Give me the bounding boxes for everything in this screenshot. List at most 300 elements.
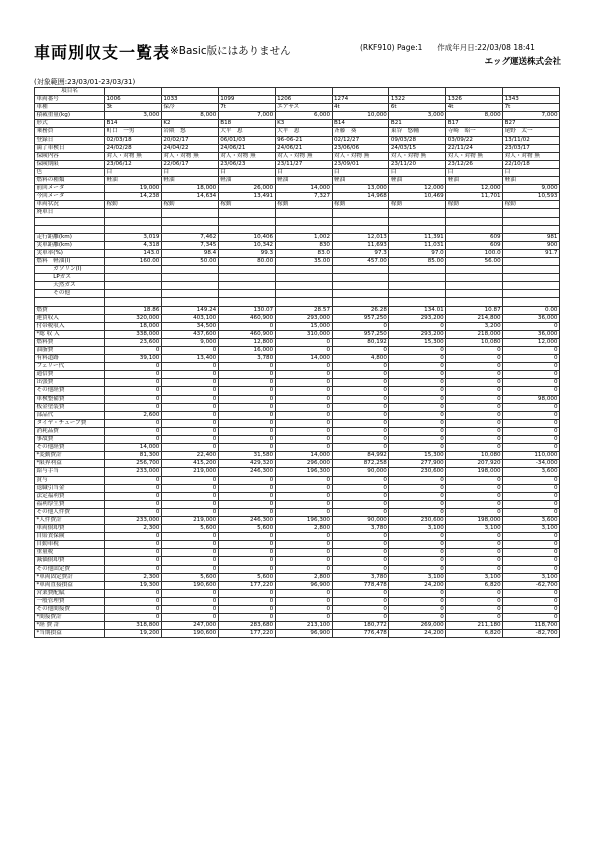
row-label: 天然ガス: [35, 282, 105, 290]
table-cell: 0: [446, 363, 503, 371]
table-cell: 23/06/23: [218, 160, 275, 168]
table-cell: 0: [105, 549, 162, 557]
table-cell: 24/06/21: [275, 144, 332, 152]
table-cell: 0: [161, 347, 218, 355]
table-cell: [503, 290, 560, 298]
table-cell: 寺崎 昭一: [446, 128, 503, 136]
row-label: 登録日: [35, 136, 105, 144]
table-cell: 0: [161, 363, 218, 371]
table-cell: 39,100: [105, 355, 162, 363]
table-body: [35, 88, 560, 638]
table-cell: 町口 一男: [105, 128, 162, 136]
table-row: [35, 622, 560, 630]
table-cell: K3: [275, 120, 332, 128]
table-cell: 0: [161, 614, 218, 622]
table-cell: 稼動: [161, 201, 218, 209]
table-cell: 3,780: [332, 525, 389, 533]
table-cell: 3,100: [503, 573, 560, 581]
table-cell: 斉藤 葵: [332, 128, 389, 136]
table-cell: 177,220: [218, 581, 275, 589]
table-cell: 23/12/26: [446, 160, 503, 168]
table-cell: [332, 217, 389, 225]
table-cell: 0: [161, 419, 218, 427]
table-cell: 13/11/02: [503, 136, 560, 144]
table-cell: 31,580: [218, 452, 275, 460]
row-label: 前回メータ: [35, 185, 105, 193]
table-cell: 0: [275, 565, 332, 573]
table-cell: 白: [275, 168, 332, 176]
table-cell: 0: [389, 427, 446, 435]
table-cell: 0: [446, 403, 503, 411]
table-cell: 0: [389, 549, 446, 557]
table-cell: 0: [275, 606, 332, 614]
table-cell: 0: [446, 606, 503, 614]
table-row: [35, 225, 560, 233]
table-cell: 0: [161, 565, 218, 573]
table-cell: 1006: [105, 96, 162, 104]
table-cell: 7,462: [161, 233, 218, 241]
table-cell: 24/03/15: [389, 144, 446, 152]
table-cell: 0: [218, 427, 275, 435]
table-cell: 0: [446, 565, 503, 573]
row-label: 自動車税: [35, 541, 105, 549]
table-cell: 0: [389, 436, 446, 444]
table-cell: 12,800: [218, 338, 275, 346]
row-label: *総 収 入: [35, 330, 105, 338]
row-label: その他経費: [35, 387, 105, 395]
table-cell: 3,100: [503, 525, 560, 533]
table-cell: 130.07: [218, 306, 275, 314]
table-cell: 尾野 太一: [503, 128, 560, 136]
table-cell: 0: [105, 597, 162, 605]
row-label: 車検整備費: [35, 395, 105, 403]
table-cell: 7,000: [503, 112, 560, 120]
table-cell: 3,780: [218, 355, 275, 363]
table-cell: 0: [161, 541, 218, 549]
table-cell: 0: [332, 606, 389, 614]
table-cell: 14,238: [105, 193, 162, 201]
table-cell: [161, 209, 218, 217]
table-cell: 0: [161, 444, 218, 452]
table-cell: 18.86: [105, 306, 162, 314]
table-cell: 0: [389, 557, 446, 565]
table-cell: 2,600: [105, 411, 162, 419]
table-cell: 6t: [389, 104, 446, 112]
table-cell: 2,800: [275, 525, 332, 533]
table-cell: 23,600: [105, 338, 162, 346]
table-row: [35, 185, 560, 193]
row-label: 油脂費: [35, 347, 105, 355]
table-cell: [389, 298, 446, 306]
table-cell: 0: [161, 371, 218, 379]
row-label: 車両番号: [35, 96, 105, 104]
table-cell: 149.24: [161, 306, 218, 314]
table-cell: 0: [161, 533, 218, 541]
table-cell: 11,693: [332, 241, 389, 249]
table-cell: 0: [218, 403, 275, 411]
table-cell: [105, 266, 162, 274]
table-cell: 03/09/22: [446, 136, 503, 144]
row-label: 満了車検日: [35, 144, 105, 152]
table-cell: 196,300: [275, 468, 332, 476]
table-row: [35, 266, 560, 274]
table-cell: 0: [275, 379, 332, 387]
table-cell: [446, 266, 503, 274]
table-cell: 0: [275, 557, 332, 565]
table-cell: [218, 209, 275, 217]
table-cell: 0: [503, 444, 560, 452]
table-row: [35, 177, 560, 185]
table-cell: 0: [218, 565, 275, 573]
table-cell: [161, 266, 218, 274]
table-cell: 256,700: [105, 460, 162, 468]
table-row: [35, 589, 560, 597]
table-cell: 3,100: [389, 573, 446, 581]
table-cell: [105, 282, 162, 290]
table-cell: 830: [275, 241, 332, 249]
table-cell: 0: [105, 500, 162, 508]
table-cell: 277,900: [389, 460, 446, 468]
row-label: *変動費計: [35, 452, 105, 460]
table-cell: 24,200: [389, 581, 446, 589]
table-cell: 15,300: [389, 452, 446, 460]
row-label: 事故費: [35, 436, 105, 444]
table-cell: 軽油: [389, 177, 446, 185]
table-cell: [105, 209, 162, 217]
table-cell: 0: [105, 492, 162, 500]
table-cell: 0: [446, 379, 503, 387]
row-label: 保険内容: [35, 152, 105, 160]
table-cell: 981: [503, 233, 560, 241]
table-row: [35, 468, 560, 476]
table-cell: 0: [446, 589, 503, 597]
table-cell: 198,000: [446, 516, 503, 524]
table-cell: 0: [105, 379, 162, 387]
table-cell: 0: [446, 484, 503, 492]
table-cell: 0: [503, 492, 560, 500]
table-cell: 233,000: [105, 516, 162, 524]
table-cell: 81,300: [105, 452, 162, 460]
table-cell: [389, 290, 446, 298]
table-cell: 白: [161, 168, 218, 176]
table-cell: 0: [218, 549, 275, 557]
table-cell: 0: [332, 444, 389, 452]
table-cell: 0: [161, 597, 218, 605]
table-cell: 457.00: [332, 257, 389, 265]
table-cell: 軽油: [332, 177, 389, 185]
table-cell: 0: [332, 533, 389, 541]
report-id: (RKF910) Page:1: [360, 43, 423, 52]
company-name: エッグ運送株式会社: [484, 57, 561, 67]
row-label: 実車距離(km): [35, 241, 105, 249]
header-cell: [218, 88, 275, 96]
table-cell: 0: [389, 541, 446, 549]
table-cell: 872,258: [332, 460, 389, 468]
table-cell: 0: [105, 395, 162, 403]
table-cell: 0: [503, 508, 560, 516]
table-cell: 0: [503, 427, 560, 435]
table-cell: 3,200: [446, 322, 503, 330]
table-cell: 0: [105, 557, 162, 565]
table-cell: [275, 225, 332, 233]
table-cell: 19,200: [105, 630, 162, 638]
table-cell: 177,220: [218, 630, 275, 638]
table-cell: 13,000: [332, 185, 389, 193]
row-label: 燃料の種類: [35, 177, 105, 185]
table-cell: 大平 恵: [218, 128, 275, 136]
table-cell: 白: [105, 168, 162, 176]
table-cell: 0: [446, 444, 503, 452]
table-cell: 0: [275, 419, 332, 427]
table-cell: [332, 282, 389, 290]
row-label: 付帯税収入: [35, 322, 105, 330]
table-cell: 196,300: [275, 516, 332, 524]
table-cell: 320,000: [105, 314, 162, 322]
table-cell: 0: [503, 565, 560, 573]
table-cell: [503, 298, 560, 306]
row-label: 退職引当金: [35, 484, 105, 492]
table-cell: [275, 298, 332, 306]
table-cell: 0: [218, 484, 275, 492]
table-cell: 8,000: [446, 112, 503, 120]
table-cell: 0: [503, 379, 560, 387]
row-label: *当期損益: [35, 630, 105, 638]
table-cell: 0: [332, 322, 389, 330]
table-cell: 460,900: [218, 330, 275, 338]
table-cell: 0: [389, 387, 446, 395]
table-cell: 12,000: [446, 185, 503, 193]
table-row: [35, 597, 560, 605]
table-row: [35, 128, 560, 136]
table-cell: [161, 225, 218, 233]
table-cell: 0: [389, 614, 446, 622]
table-cell: 0: [332, 379, 389, 387]
table-cell: 0: [105, 565, 162, 573]
table-row: [35, 96, 560, 104]
table-cell: 対人・対物 無: [389, 152, 446, 160]
table-cell: 218,000: [446, 330, 503, 338]
table-cell: 0: [218, 387, 275, 395]
table-cell: 0: [161, 395, 218, 403]
table-cell: 0: [332, 492, 389, 500]
table-cell: 0: [503, 557, 560, 565]
table-cell: 0: [503, 347, 560, 355]
table-cell: 134.01: [389, 306, 446, 314]
table-row: [35, 104, 560, 112]
table-cell: 10,593: [503, 193, 560, 201]
table-cell: 0: [218, 606, 275, 614]
table-cell: 4,318: [105, 241, 162, 249]
row-label: 減価償却費: [35, 557, 105, 565]
table-cell: 0: [218, 508, 275, 516]
row-label: 法定福利費: [35, 492, 105, 500]
table-cell: [218, 225, 275, 233]
row-label: *間接費計: [35, 614, 105, 622]
table-cell: 5,600: [218, 573, 275, 581]
table-cell: 0: [389, 379, 446, 387]
table-cell: 6,000: [275, 112, 332, 120]
table-cell: 0: [503, 597, 560, 605]
table-cell: 0: [161, 557, 218, 565]
row-label: その他経費: [35, 444, 105, 452]
table-cell: 1033: [161, 96, 218, 104]
table-cell: 20/02/17: [161, 136, 218, 144]
table-cell: K2: [161, 120, 218, 128]
table-cell: 0: [389, 533, 446, 541]
table-cell: 5,600: [161, 573, 218, 581]
table-row: [35, 541, 560, 549]
table-cell: 0: [503, 606, 560, 614]
table-cell: 100.0: [446, 249, 503, 257]
row-label: その他人件費: [35, 508, 105, 516]
table-cell: 14,000: [275, 355, 332, 363]
header-cell: [161, 88, 218, 96]
table-cell: 0: [503, 387, 560, 395]
table-cell: 12,000: [503, 338, 560, 346]
table-cell: 0: [332, 557, 389, 565]
row-label: 営業費配賦: [35, 589, 105, 597]
table-cell: 0: [161, 476, 218, 484]
table-row: [35, 573, 560, 581]
table-cell: 0: [161, 427, 218, 435]
table-cell: 118,700: [503, 622, 560, 630]
table-cell: 0: [389, 606, 446, 614]
table-cell: [446, 209, 503, 217]
table-cell: 0: [389, 589, 446, 597]
table-cell: 14,000: [275, 452, 332, 460]
table-cell: 0: [275, 387, 332, 395]
table-cell: 98,000: [503, 395, 560, 403]
table-cell: 0: [105, 606, 162, 614]
header-cell: [389, 88, 446, 96]
table-row: [35, 533, 560, 541]
row-label: 部品代: [35, 411, 105, 419]
table-cell: 0: [332, 395, 389, 403]
table-cell: 0: [218, 500, 275, 508]
table-row: [35, 557, 560, 565]
table-row: [35, 387, 560, 395]
row-label: 今回メータ: [35, 193, 105, 201]
table-cell: 軽油: [446, 177, 503, 185]
table-cell: 24,200: [389, 630, 446, 638]
table-cell: 0: [218, 419, 275, 427]
header-cell: [332, 88, 389, 96]
row-label: 板金塗装費: [35, 403, 105, 411]
table-cell: 22/06/17: [161, 160, 218, 168]
table-cell: [105, 225, 162, 233]
table-cell: [275, 266, 332, 274]
table-cell: 0: [105, 436, 162, 444]
table-cell: [275, 282, 332, 290]
table-cell: 0: [275, 500, 332, 508]
table-cell: 0: [503, 411, 560, 419]
table-cell: 22/11/24: [446, 144, 503, 152]
table-cell: [446, 290, 503, 298]
table-cell: 0: [332, 614, 389, 622]
table-cell: 白: [503, 168, 560, 176]
table-cell: 0: [218, 411, 275, 419]
table-cell: 0: [105, 541, 162, 549]
table-row: [35, 241, 560, 249]
table-cell: 85.00: [389, 257, 446, 265]
table-cell: 0: [332, 411, 389, 419]
table-cell: 0: [332, 597, 389, 605]
table-cell: 0: [503, 533, 560, 541]
table-cell: 0: [389, 444, 446, 452]
table-row: [35, 282, 560, 290]
table-cell: 0: [446, 557, 503, 565]
table-cell: 0: [105, 387, 162, 395]
table-cell: 0: [161, 403, 218, 411]
table-cell: 0: [446, 500, 503, 508]
table-row: [35, 314, 560, 322]
table-cell: [446, 225, 503, 233]
table-cell: 35.00: [275, 257, 332, 265]
table-cell: 0: [218, 363, 275, 371]
table-cell: 0: [161, 508, 218, 516]
table-cell: 293,200: [389, 314, 446, 322]
table-row: [35, 395, 560, 403]
row-label: 乗務員: [35, 128, 105, 136]
table-cell: 0: [389, 484, 446, 492]
table-cell: 230,600: [389, 468, 446, 476]
table-cell: 776,478: [332, 630, 389, 638]
row-label: 運賃収入: [35, 314, 105, 322]
table-cell: 97.0: [389, 249, 446, 257]
table-cell: 稼動: [332, 201, 389, 209]
table-cell: 2,300: [105, 525, 162, 533]
table-cell: 28.57: [275, 306, 332, 314]
table-cell: 213,100: [275, 622, 332, 630]
table-cell: 957,250: [332, 330, 389, 338]
row-label: その他固定費: [35, 565, 105, 573]
table-cell: 90,000: [332, 516, 389, 524]
table-cell: 318,800: [105, 622, 162, 630]
table-row: [35, 120, 560, 128]
table-cell: 0: [332, 476, 389, 484]
table-cell: 283,680: [218, 622, 275, 630]
table-cell: [389, 274, 446, 282]
row-label: 賞与: [35, 476, 105, 484]
table-row: [35, 330, 560, 338]
table-cell: 2,300: [105, 573, 162, 581]
table-cell: 0: [161, 484, 218, 492]
table-cell: 96,900: [275, 630, 332, 638]
table-cell: 0: [105, 484, 162, 492]
table-cell: 3,600: [503, 468, 560, 476]
table-cell: 3,000: [105, 112, 162, 120]
row-label: 自賠責保険: [35, 533, 105, 541]
table-row: [35, 217, 560, 225]
table-cell: 24/02/28: [105, 144, 162, 152]
report-info: [360, 42, 535, 53]
table-cell: 9,000: [161, 338, 218, 346]
table-cell: 0: [389, 411, 446, 419]
table-cell: 0: [218, 541, 275, 549]
table-cell: 0: [275, 476, 332, 484]
table-row: [35, 249, 560, 257]
table-cell: 0: [275, 363, 332, 371]
table-cell: 19,000: [105, 185, 162, 193]
table-cell: 0: [389, 508, 446, 516]
table-cell: 対人・対物 無: [161, 152, 218, 160]
table-cell: 0: [446, 427, 503, 435]
table-cell: 0: [446, 371, 503, 379]
table-cell: 23/11/20: [389, 160, 446, 168]
table-row: [35, 614, 560, 622]
table-cell: 14,000: [105, 444, 162, 452]
edition-note: ※Basic版にはありません: [170, 45, 291, 57]
